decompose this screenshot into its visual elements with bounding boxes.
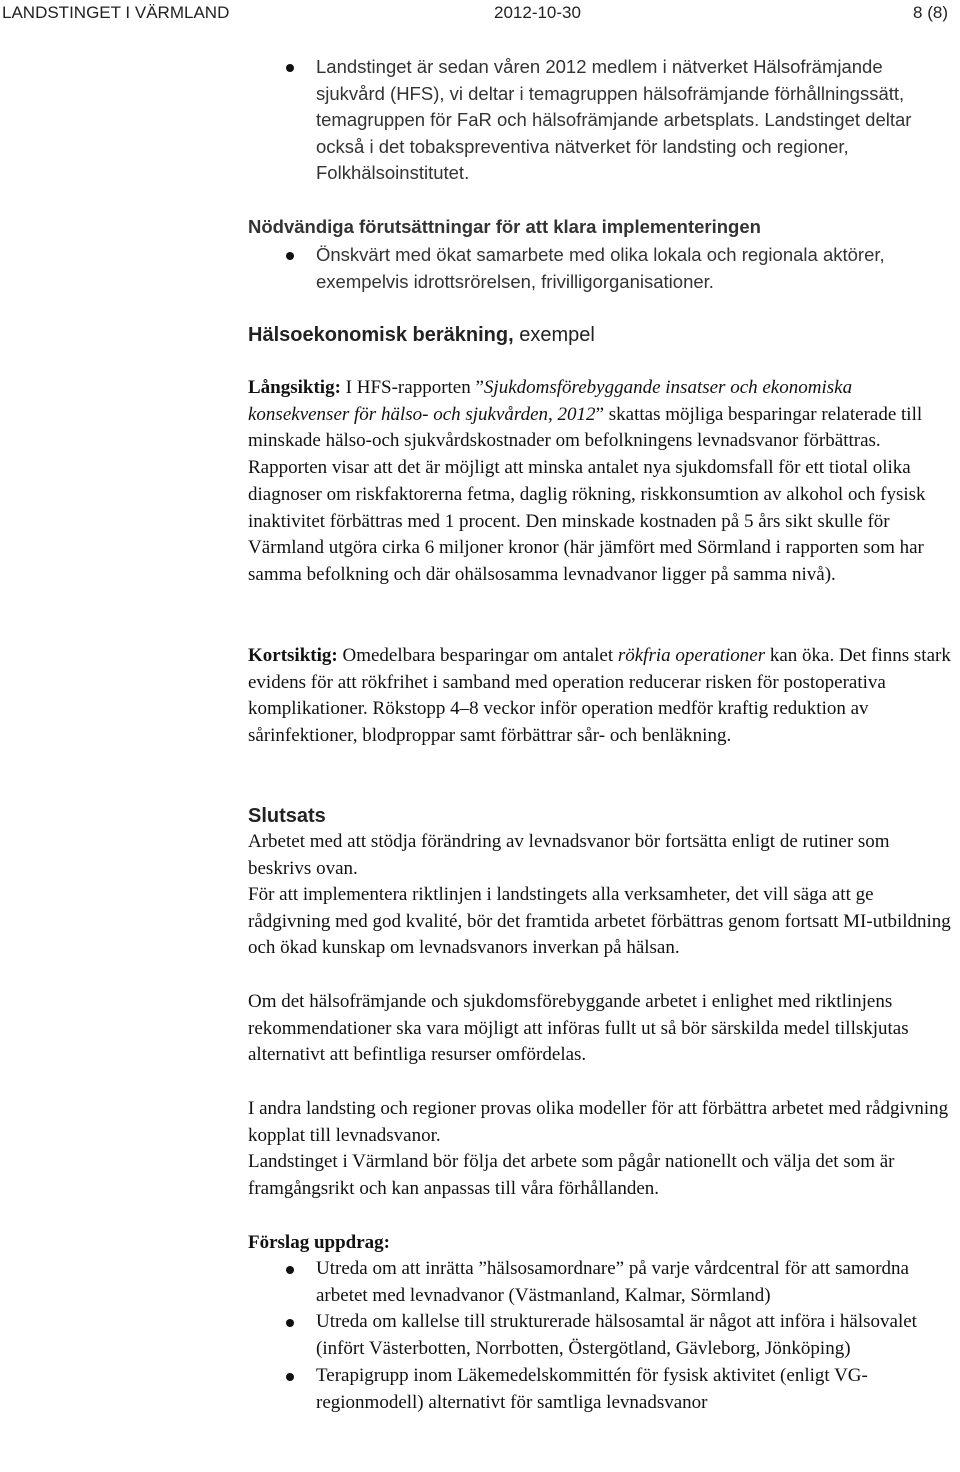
prereq-bullet-text: Önskvärt med ökat samarbete med olika lokala och regionala aktörer, exempelvis idrottsrörelsen, frivilligorganisationer. [316,244,885,292]
list-item [248,1309,954,1362]
short-term-text-1: Omedelbara besparingar om antalet [337,645,618,666]
health-econ-heading-bold: Hälsoekonomisk beräkning, [248,324,514,346]
bullet-icon [286,1373,294,1381]
list-item [0,54,954,187]
short-term-text-2: kan öka. Det finns stark evidens för att rökfrihet i samband med operation reducerar risken för postoperativa komplikationer. Rökstopp 4–8 veckor inför operation medför kraftig reduktion av sårinfektioner, blodproppar samt förbättrar sår- och benläkning. [248,645,951,747]
header-date: 2012-10-30 [494,3,581,22]
bullet-icon [286,1266,294,1274]
proposal-item-text: Terapigrupp inom Läkemedelskommittén för fysisk aktivitet (enligt VG-regionmodell) alternativt för samtliga levnadsvanor [316,1364,868,1413]
proposal-item-text: Utreda om kallelse till strukturerade hälsosamtal är något att införa i hälsovalet (infört Västerbotten, Norrbotten, Östergötland, Gävleborg, Jönköping) [316,1311,917,1360]
prereq-bullet-list [248,242,954,295]
proposal-item-text: Utreda om att inrätta ”hälsosamordnare” på varje vårdcentral för att samordna arbetet med levnadvanor (Västmanland, Kalmar, Sörmland) [316,1258,909,1306]
header-organization: LANDSTINGET I VÄRMLAND [2,3,230,22]
bullet-icon [286,1319,294,1327]
conclusion-paragraph-3: Om det hälsofrämjande och sjukdomsförebyggande arbetet i enlighet med riktlinjens rekommendationer ska vara möjligt att införas fullt ut så bör särskilda medel tillskjutas alternativt att befintliga resurser omfördelas. [248,991,909,1066]
long-term-text-1: I HFS-rapporten ” [340,377,484,398]
proposal-heading: Förslag uppdrag: [248,1232,390,1253]
header-page-number: 8 (8) [913,3,948,22]
long-term-paragraph [248,375,954,589]
short-term-label: Kortsiktig: [248,645,338,666]
intro-bullet-list [0,54,954,187]
smoke-free-operations: rökfria operationer [617,645,766,666]
list-item [248,242,954,295]
bullet-icon [286,64,294,72]
short-term-paragraph [248,643,954,750]
conclusion-paragraph-2: För att implementera riktlinjen i landstingets alla verksamheter, det vill säga att ge rådgivning med god kvalité, bör det framtida arbetet förbättras genom fortsatt MI-utbildning och ökad kunskap om levnadsvanors inverkan på hälsan. [248,884,951,959]
intro-bullet-text: Landstinget är sedan våren 2012 medlem i nätverket Hälsofrämjande sjukvård (HFS), vi deltar i temagruppen hälsofrämjande förhållningssätt, temagruppen för FaR och hälsofrämjande arbetsplats. Landstinget deltar också i det tobakspreventiva nätverket för landsting och regioner, Folkhälsoinstitutet. [316,56,912,184]
conclusion-heading: Slutsats [248,805,326,827]
list-item [248,1363,954,1416]
long-term-text-2: ” skattas möjliga besparingar relaterade till minskade hälso-och sjukvårdskostnader om befolkningens levnadsvanor förbättras. Rapporten visar att det är möjligt att minska antalet nya sjukdomsfall för ett tiotal olika diagnoser om riskfaktorerna fetma, daglig rökning, riskkonsumtion av alkohol och fysisk inaktivitet förbättras med 1 procent. Den minskade kostnaden på 5 års sikt skulle för Värmland utgöra cirka 6 miljoner kronor (här jämfört med Sörmland i rapporten som har samma befolkning och där ohälsosamma levnadvanor ligger på samma nivå). [248,403,926,585]
bullet-icon [286,252,294,260]
long-term-label: Långsiktig: [248,377,341,398]
health-econ-heading [248,322,954,349]
health-econ-heading-rest: exempel [513,324,595,346]
list-item [248,1256,954,1309]
conclusion-paragraph-1: Arbetet med att stödja förändring av levnadsvanor bör fortsätta enligt de rutiner som beskrivs ovan. [248,831,890,879]
prereq-heading: Nödvändiga förutsättningar för att klara implementeringen [248,216,761,237]
report-title: Sjukdomsförebyggande insatser och ekonomiska konsekvenser för hälso- och sjukvården, 2012 [248,377,853,425]
proposal-list [248,1256,954,1416]
conclusion-paragraph-5: Landstinget i Värmland bör följa det arbete som pågår nationellt och välja det som är framgångsrikt och kan anpassas till våra förhållanden. [248,1151,895,1199]
page-header [0,0,960,30]
conclusion-paragraph-4: I andra landsting och regioner provas olika modeller för att förbättra arbetet med rådgivning kopplat till levnadsvanor. [248,1098,949,1146]
